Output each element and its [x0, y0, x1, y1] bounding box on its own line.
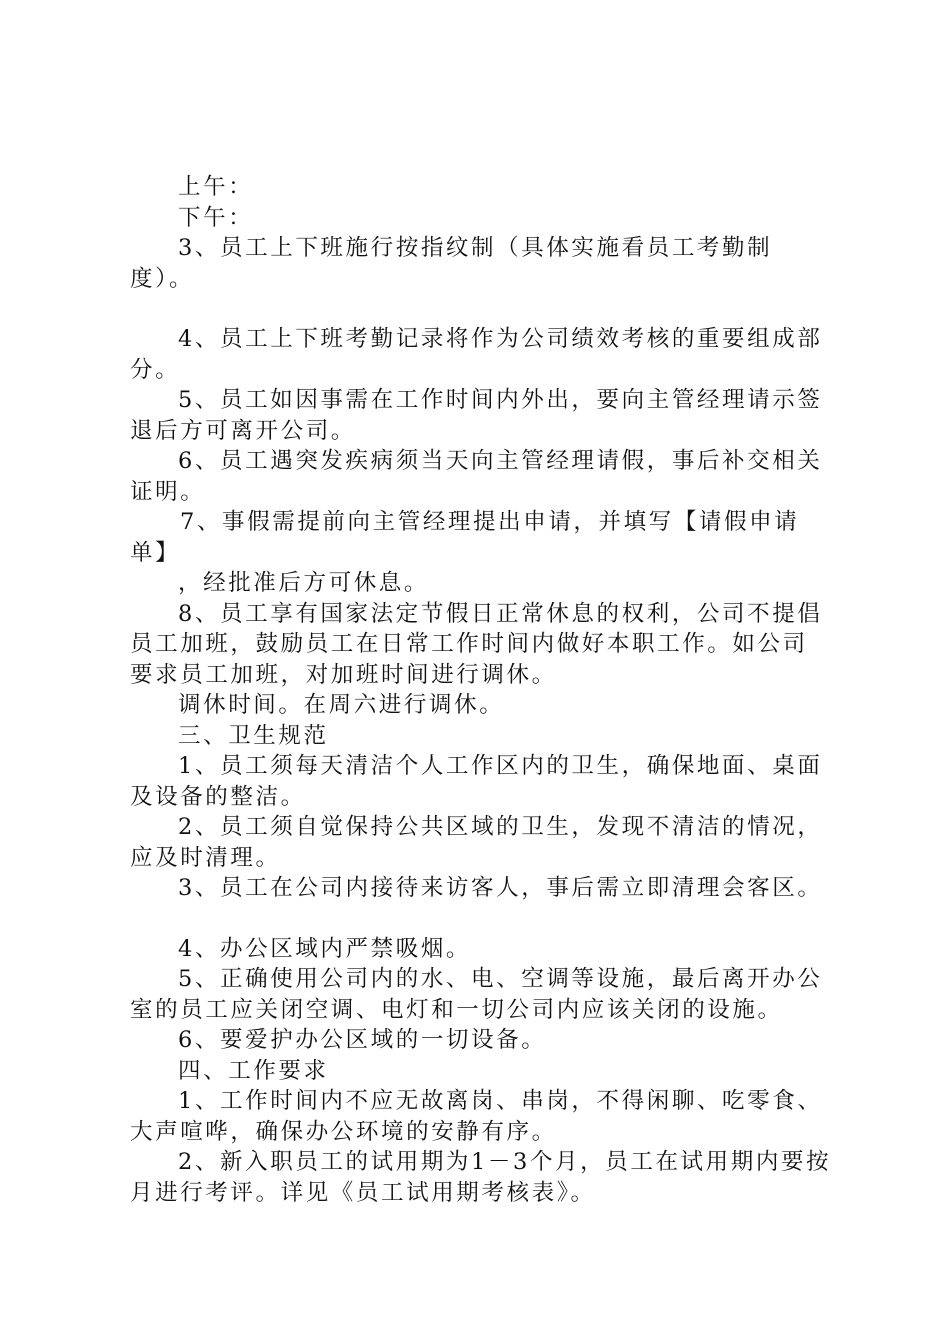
paragraph-rule-3-fingerprint: 3、员工上下班施行按指纹制（具体实施看员工考勤制度）。 — [130, 235, 773, 292]
section-heading-work-requirements: 四、工作要求 — [178, 1057, 329, 1084]
document-body — [130, 172, 832, 1208]
paragraph-hygiene-3: 3、员工在公司内接待来访客人，事后需立即清理会客区。 — [178, 875, 823, 901]
paragraph-rule-5-going-out: 5、员工如因事需在工作时间内外出，要向主管经理请示签退后方可离开公司。 — [130, 387, 823, 444]
paragraph-rule-6-sick-leave: 6、员工遇突发疾病须当天向主管经理请假，事后补交相关证明。 — [130, 448, 823, 505]
paragraph-rule-8-holidays: 8、员工享有国家法定节假日正常休息的权利，公司不提倡员工加班，鼓励员工在日常工作时间内做好本职工作。如公司要求员工加班，对加班时间进行调休。 — [130, 600, 823, 688]
paragraph-hygiene-4: 4、办公区域内严禁吸烟。 — [178, 935, 472, 962]
paragraph-hygiene-1: 1、员工须每天清洁个人工作区内的卫生，确保地面、桌面及设备的整洁。 — [130, 753, 823, 810]
paragraph-hygiene-2: 2、员工须自觉保持公共区域的卫生，发现不清洁的情况，应及时清理。 — [130, 814, 823, 871]
paragraph-work-2: 2、新入职员工的试用期为1－3个月，员工在试用期内要按月进行考评。详见《员工试用期考核表》。 — [130, 1149, 832, 1206]
paragraph-rule-7-continued: ，经批准后方可休息。 — [178, 570, 430, 596]
paragraph-morning: 上午： — [178, 174, 254, 200]
paragraph-rule-7-personal-leave: 7、事假需提前向主管经理提出申请，并填写【请假申请单】 — [130, 509, 800, 566]
paragraph-compensatory-time: 调休时间。在周六进行调休。 — [178, 692, 505, 718]
paragraph-hygiene-6: 6、要爱护办公区域的一切设备。 — [178, 1027, 547, 1053]
section-heading-hygiene: 三、卫生规范 — [178, 722, 329, 749]
paragraph-work-1: 1、工作时间内不应无故离岗、串岗，不得闲聊、吃零食、大声喧哗，确保办公环境的安静有序。 — [130, 1088, 823, 1145]
paragraph-afternoon: 下午： — [178, 204, 254, 231]
paragraph-rule-4-attendance: 4、员工上下班考勤记录将作为公司绩效考核的重要组成部分。 — [130, 326, 823, 383]
paragraph-hygiene-5: 5、正确使用公司内的水、电、空调等设施，最后离开办公室的员工应关闭空调、电灯和一切公司内应该关闭的设施。 — [130, 966, 823, 1023]
